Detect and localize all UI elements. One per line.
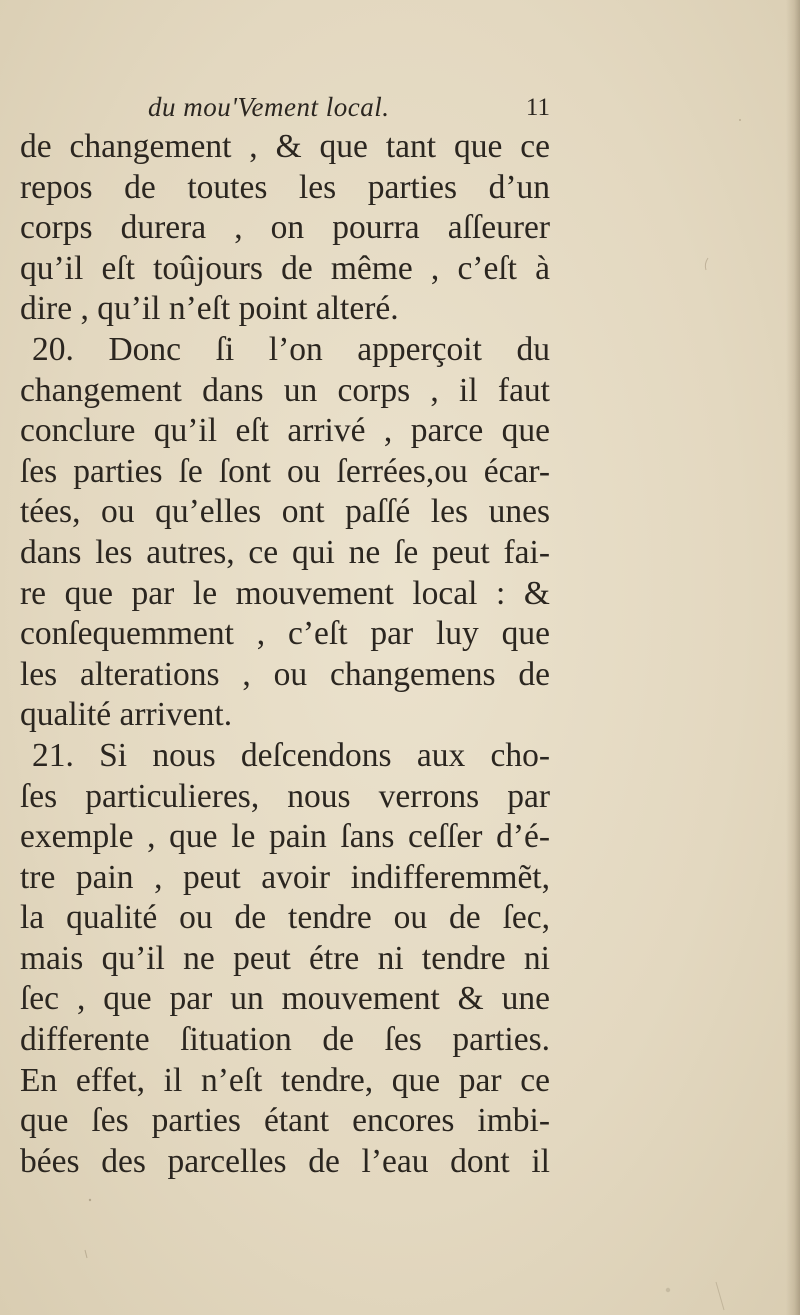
text-line: 21. Si nous deſcendons aux cho- [32, 736, 550, 774]
running-title: du mou'Vement local. [148, 92, 390, 122]
text-line: re que par le mouvement local : & [20, 574, 550, 612]
text-line: En effet, il n’eſt tendre, que par ce [20, 1061, 550, 1099]
text-line: conſequemment , c’eſt par luy que [20, 615, 550, 653]
page-number: 11 [525, 94, 550, 121]
text-line: changement dans un corps , il faut [20, 371, 550, 409]
text-line: la qualité ou de tendre ou de ſec, [20, 899, 550, 937]
text-line: corps durera , on pourra aſſeurer [20, 209, 550, 247]
text-line: repos de toutes les parties d’un [20, 168, 550, 206]
text-line: conclure qu’il eſt arrivé , parce que [20, 412, 550, 450]
text-line: ſes parties ſe ſont ou ſerrées,ou écar- [20, 452, 550, 490]
text-line: ſes particulieres, nous verrons par [20, 777, 550, 815]
text-line: dire , qu’il n’eſt point alteré. [20, 290, 399, 328]
text-line: bées des parcelles de l’eau dont il [20, 1142, 550, 1180]
text-line: les alterations , ou changemens de [20, 655, 550, 693]
text-line: dans les autres, ce qui ne ſe peut fai- [20, 533, 550, 571]
text-line: de changement , & que tant que ce [20, 128, 550, 165]
text-line: tre pain , peut avoir indifferemmẽt, [20, 858, 550, 896]
text-line: 20. Donc ſi l’on apperçoit du [32, 330, 550, 368]
text-line: differente ſituation de ſes parties. [20, 1021, 550, 1059]
text-line: que ſes parties étant encores imbi- [20, 1102, 550, 1140]
text-line: exemple , que le pain ſans ceſſer d’é- [20, 818, 550, 856]
text-line: mais qu’il ne peut étre ni tendre ni [20, 939, 550, 977]
text-line: qu’il eſt toûjours de même , c’eſt à [20, 249, 550, 287]
text-line: qualité arrivent. [20, 696, 233, 734]
text-line: ſec , que par un mouvement & une [20, 980, 550, 1018]
text-line: tées, ou qu’elles ont paſſé les unes [20, 493, 550, 531]
